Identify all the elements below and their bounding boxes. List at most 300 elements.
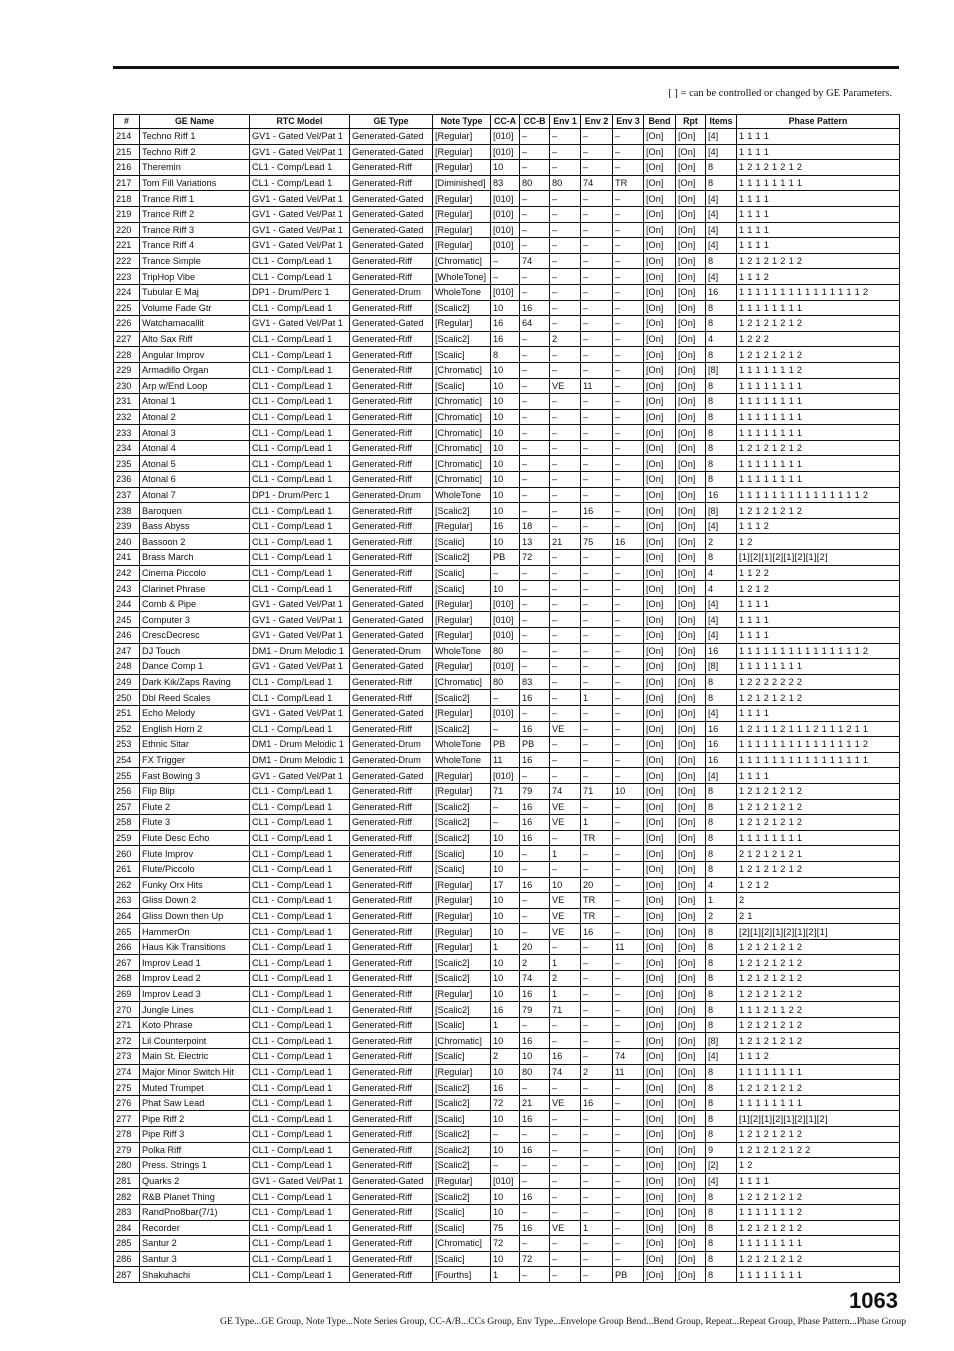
table-row	[114, 1064, 900, 1080]
cell-ge-name: Improv Lead 3	[140, 986, 250, 1002]
cell-note-type: [Scalic]	[433, 347, 491, 363]
cell-env3: –	[613, 721, 644, 737]
cell-cc-a: 10	[491, 425, 520, 441]
cell-phase-pattern: 1 1 1 1 1 1 1 1 1 1 1 1 1 1 1 2	[737, 284, 900, 300]
cell-env3: 11	[613, 1064, 644, 1080]
cell-env1: –	[550, 1111, 581, 1127]
cell-env1: –	[550, 612, 581, 628]
cell-env2: –	[581, 1173, 613, 1189]
cell-ge-name: TripHop Vibe	[140, 269, 250, 285]
cell-ge-name: Dance Comp 1	[140, 659, 250, 675]
cell-bend: [On]	[644, 830, 676, 846]
cell-rpt: [On]	[676, 1142, 706, 1158]
cell-env2: 75	[581, 534, 613, 550]
cell-cc-a: 10	[491, 487, 520, 503]
cell-rpt: [On]	[676, 815, 706, 831]
cell-cc-a: 10	[491, 378, 520, 394]
cell-env3: –	[613, 362, 644, 378]
table-row	[114, 1204, 900, 1220]
cell-note-type: [Scalic2]	[433, 550, 491, 566]
cell-env1: 1	[550, 955, 581, 971]
cell-cc-b: –	[520, 238, 550, 254]
cell-env3: –	[613, 674, 644, 690]
cell-ge-name: Recorder	[140, 1220, 250, 1236]
cell-rpt: [On]	[676, 1204, 706, 1220]
cell-rpt: [On]	[676, 1064, 706, 1080]
cell-rtc-model: CL1 - Comp/Lead 1	[250, 1033, 350, 1049]
cell-items: 8	[706, 674, 737, 690]
cell-env2: 1	[581, 690, 613, 706]
cell-env3: –	[613, 1127, 644, 1143]
cell-note-type: [Regular]	[433, 238, 491, 254]
column-header: Env 1	[550, 115, 581, 129]
cell-rtc-model: CL1 - Comp/Lead 1	[250, 378, 350, 394]
cell-ge-name: Flip Blip	[140, 783, 250, 799]
cell-rtc-model: CL1 - Comp/Lead 1	[250, 861, 350, 877]
cell-env2: –	[581, 1236, 613, 1252]
cell-env1: –	[550, 316, 581, 332]
cell-note-type: [Regular]	[433, 518, 491, 534]
cell-num: 262	[114, 877, 140, 893]
cell-num: 252	[114, 721, 140, 737]
cell-cc-b: –	[520, 269, 550, 285]
cell-bend: [On]	[644, 1189, 676, 1205]
cell-items: [8]	[706, 1033, 737, 1049]
cell-ge-name: Atonal 5	[140, 456, 250, 472]
column-header: GE Type	[350, 115, 433, 129]
cell-phase-pattern: 1 2 2 2 2 2 2 2	[737, 674, 900, 690]
cell-cc-a: –	[491, 269, 520, 285]
cell-phase-pattern: 2 1 2 1 2 1 2 1	[737, 846, 900, 862]
cell-rpt: [On]	[676, 1095, 706, 1111]
cell-num: 249	[114, 674, 140, 690]
cell-rpt: [On]	[676, 1049, 706, 1065]
cell-env1: 74	[550, 783, 581, 799]
cell-items: 8	[706, 472, 737, 488]
cell-rtc-model: CL1 - Comp/Lead 1	[250, 362, 350, 378]
cell-ge-name: Brass March	[140, 550, 250, 566]
cell-num: 226	[114, 316, 140, 332]
cell-items: 8	[706, 425, 737, 441]
cell-ge-type: Generated-Drum	[350, 487, 433, 503]
cell-rpt: [On]	[676, 1189, 706, 1205]
cell-cc-b: –	[520, 659, 550, 675]
cell-rpt: [On]	[676, 612, 706, 628]
table-row	[114, 1111, 900, 1127]
cell-note-type: [Scalic2]	[433, 815, 491, 831]
cell-ge-type: Generated-Gated	[350, 596, 433, 612]
cell-env1: –	[550, 191, 581, 207]
cell-bend: [On]	[644, 331, 676, 347]
cell-ge-type: Generated-Riff	[350, 799, 433, 815]
cell-cc-a: 83	[491, 175, 520, 191]
cell-cc-a: 71	[491, 783, 520, 799]
cell-note-type: [Regular]	[433, 191, 491, 207]
cell-rtc-model: CL1 - Comp/Lead 1	[250, 783, 350, 799]
cell-env1: 2	[550, 971, 581, 987]
cell-num: 243	[114, 581, 140, 597]
cell-ge-type: Generated-Gated	[350, 612, 433, 628]
cell-cc-b: –	[520, 893, 550, 909]
cell-rtc-model: GV1 - Gated Vel/Pat 1	[250, 659, 350, 675]
cell-bend: [On]	[644, 206, 676, 222]
cell-env3: –	[613, 986, 644, 1002]
cell-rtc-model: CL1 - Comp/Lead 1	[250, 1017, 350, 1033]
table-row	[114, 206, 900, 222]
cell-cc-a: –	[491, 253, 520, 269]
cell-env3: –	[613, 222, 644, 238]
cell-env1: –	[550, 1158, 581, 1174]
cell-env1: 2	[550, 331, 581, 347]
cell-rpt: [On]	[676, 705, 706, 721]
cell-bend: [On]	[644, 815, 676, 831]
cell-cc-b: 16	[520, 690, 550, 706]
cell-items: 8	[706, 1017, 737, 1033]
cell-items: 8	[706, 440, 737, 456]
cell-num: 263	[114, 893, 140, 909]
cell-ge-name: Polka Riff	[140, 1142, 250, 1158]
table-row	[114, 612, 900, 628]
cell-rtc-model: GV1 - Gated Vel/Pat 1	[250, 222, 350, 238]
cell-num: 264	[114, 908, 140, 924]
cell-num: 268	[114, 971, 140, 987]
cell-env2: 74	[581, 175, 613, 191]
table-row	[114, 939, 900, 955]
cell-ge-name: Computer 3	[140, 612, 250, 628]
cell-cc-a: 80	[491, 643, 520, 659]
cell-env1: –	[550, 238, 581, 254]
cell-note-type: [Chromatic]	[433, 440, 491, 456]
cell-rpt: [On]	[676, 378, 706, 394]
cell-ge-name: Pipe Riff 2	[140, 1111, 250, 1127]
cell-bend: [On]	[644, 394, 676, 410]
cell-env3: –	[613, 1002, 644, 1018]
cell-ge-type: Generated-Riff	[350, 924, 433, 940]
cell-env1: 71	[550, 1002, 581, 1018]
cell-phase-pattern: 1 1 1 1 1 1 1 1	[737, 830, 900, 846]
table-row	[114, 1002, 900, 1018]
cell-cc-a: [010]	[491, 705, 520, 721]
cell-items: 8	[706, 456, 737, 472]
cell-items: 8	[706, 1236, 737, 1252]
cell-ge-name: Pipe Riff 3	[140, 1127, 250, 1143]
cell-num: 284	[114, 1220, 140, 1236]
cell-note-type: [Scalic2]	[433, 1080, 491, 1096]
cell-rpt: [On]	[676, 191, 706, 207]
cell-rpt: [On]	[676, 1158, 706, 1174]
cell-env2: –	[581, 487, 613, 503]
cell-items: [4]	[706, 144, 737, 160]
table-body	[114, 129, 900, 1283]
cell-cc-b: –	[520, 1080, 550, 1096]
cell-num: 223	[114, 269, 140, 285]
cell-bend: [On]	[644, 222, 676, 238]
cell-note-type: [Diminished]	[433, 175, 491, 191]
cell-phase-pattern: 1 1 1 1 1 1 1 1	[737, 409, 900, 425]
cell-env3: –	[613, 643, 644, 659]
cell-phase-pattern: 1 1 1 1 1 1 1 1 1 1 1 1 1 1 1 2	[737, 737, 900, 753]
cell-rpt: [On]	[676, 1033, 706, 1049]
cell-rtc-model: GV1 - Gated Vel/Pat 1	[250, 316, 350, 332]
cell-num: 273	[114, 1049, 140, 1065]
cell-rtc-model: CL1 - Comp/Lead 1	[250, 1049, 350, 1065]
cell-note-type: [Scalic2]	[433, 1189, 491, 1205]
cell-note-type: [Regular]	[433, 659, 491, 675]
table-row	[114, 347, 900, 363]
cell-note-type: [Regular]	[433, 986, 491, 1002]
cell-cc-a: 10	[491, 846, 520, 862]
cell-env2: –	[581, 316, 613, 332]
cell-ge-type: Generated-Riff	[350, 846, 433, 862]
cell-phase-pattern: 1 2 1 2 1 2 1 2	[737, 1251, 900, 1267]
cell-bend: [On]	[644, 799, 676, 815]
cell-env1: –	[550, 674, 581, 690]
cell-ge-name: Armadillo Organ	[140, 362, 250, 378]
cell-cc-a: 10	[491, 908, 520, 924]
cell-phase-pattern: 1 2 1 2	[737, 877, 900, 893]
cell-num: 222	[114, 253, 140, 269]
cell-env1: –	[550, 830, 581, 846]
cell-ge-name: Ethnic Sitar	[140, 737, 250, 753]
cell-num: 275	[114, 1080, 140, 1096]
cell-env2: –	[581, 1002, 613, 1018]
cell-note-type: [Chromatic]	[433, 425, 491, 441]
cell-num: 282	[114, 1189, 140, 1205]
table-row	[114, 908, 900, 924]
cell-rpt: [On]	[676, 893, 706, 909]
cell-ge-type: Generated-Riff	[350, 1267, 433, 1283]
table-row	[114, 1142, 900, 1158]
cell-cc-b: 72	[520, 1251, 550, 1267]
cell-cc-b: 79	[520, 1002, 550, 1018]
cell-cc-a: 72	[491, 1095, 520, 1111]
cell-ge-type: Generated-Riff	[350, 893, 433, 909]
cell-rpt: [On]	[676, 924, 706, 940]
cell-ge-type: Generated-Riff	[350, 861, 433, 877]
column-header: CC-A	[491, 115, 520, 129]
cell-rtc-model: GV1 - Gated Vel/Pat 1	[250, 612, 350, 628]
cell-cc-a: 10	[491, 394, 520, 410]
cell-env3: –	[613, 861, 644, 877]
cell-phase-pattern: 1 1 1 1 1 1 1 1	[737, 1267, 900, 1283]
cell-num: 276	[114, 1095, 140, 1111]
cell-env3: –	[613, 877, 644, 893]
ge-table	[113, 114, 900, 1283]
cell-note-type: [Regular]	[433, 939, 491, 955]
cell-ge-type: Generated-Gated	[350, 659, 433, 675]
cell-bend: [On]	[644, 238, 676, 254]
cell-cc-a: [010]	[491, 768, 520, 784]
cell-cc-a: 10	[491, 456, 520, 472]
cell-items: [8]	[706, 503, 737, 519]
cell-ge-name: FX Trigger	[140, 752, 250, 768]
cell-note-type: [Scalic2]	[433, 955, 491, 971]
cell-phase-pattern: 2 1	[737, 908, 900, 924]
cell-bend: [On]	[644, 846, 676, 862]
cell-rtc-model: CL1 - Comp/Lead 1	[250, 1267, 350, 1283]
cell-env3: –	[613, 440, 644, 456]
cell-env1: VE	[550, 815, 581, 831]
cell-ge-name: Gliss Down then Up	[140, 908, 250, 924]
cell-env1: 10	[550, 877, 581, 893]
cell-phase-pattern: 1 2 1 2 1 2 1 2	[737, 253, 900, 269]
cell-rtc-model: CL1 - Comp/Lead 1	[250, 253, 350, 269]
table-row	[114, 316, 900, 332]
cell-env2: –	[581, 1267, 613, 1283]
cell-ge-type: Generated-Drum	[350, 737, 433, 753]
cell-note-type: [Regular]	[433, 908, 491, 924]
cell-num: 240	[114, 534, 140, 550]
cell-items: 8	[706, 971, 737, 987]
cell-phase-pattern: 1 1 1 2	[737, 518, 900, 534]
table-row	[114, 752, 900, 768]
cell-phase-pattern: 1 1 2 2	[737, 565, 900, 581]
table-row	[114, 971, 900, 987]
cell-items: 8	[706, 690, 737, 706]
cell-num: 259	[114, 830, 140, 846]
cell-rtc-model: CL1 - Comp/Lead 1	[250, 503, 350, 519]
cell-cc-a: 10	[491, 1064, 520, 1080]
cell-bend: [On]	[644, 612, 676, 628]
cell-num: 232	[114, 409, 140, 425]
cell-bend: [On]	[644, 1127, 676, 1143]
cell-phase-pattern: 1 1 1 1 1 1 1 2	[737, 1204, 900, 1220]
cell-bend: [On]	[644, 1017, 676, 1033]
cell-ge-type: Generated-Riff	[350, 1220, 433, 1236]
cell-num: 237	[114, 487, 140, 503]
table-row	[114, 628, 900, 644]
cell-env2: –	[581, 659, 613, 675]
cell-rpt: [On]	[676, 565, 706, 581]
cell-ge-type: Generated-Riff	[350, 394, 433, 410]
cell-ge-name: Flute/Piccolo	[140, 861, 250, 877]
cell-env3: –	[613, 1158, 644, 1174]
cell-num: 245	[114, 612, 140, 628]
cell-ge-name: Angular Improv	[140, 347, 250, 363]
cell-cc-a: 10	[491, 1033, 520, 1049]
table-row	[114, 830, 900, 846]
cell-env1: –	[550, 487, 581, 503]
cell-rpt: [On]	[676, 986, 706, 1002]
cell-note-type: [Regular]	[433, 783, 491, 799]
cell-cc-a: 11	[491, 752, 520, 768]
cell-cc-b: 16	[520, 830, 550, 846]
cell-env1: –	[550, 1204, 581, 1220]
cell-env3: –	[613, 191, 644, 207]
cell-env2: –	[581, 955, 613, 971]
cell-phase-pattern: 1 1 1 1 1 1 1 1	[737, 472, 900, 488]
cell-items: 8	[706, 160, 737, 176]
cell-bend: [On]	[644, 378, 676, 394]
cell-env2: 20	[581, 877, 613, 893]
cell-rpt: [On]	[676, 144, 706, 160]
cell-note-type: WholeTone	[433, 487, 491, 503]
cell-phase-pattern: 1 1 1 1 1 1 1 1	[737, 456, 900, 472]
cell-ge-name: Major Minor Switch Hit	[140, 1064, 250, 1080]
cell-note-type: [Scalic]	[433, 1251, 491, 1267]
cell-ge-name: Dark Kik/Zaps Raving	[140, 674, 250, 690]
cell-ge-name: CrescDecresc	[140, 628, 250, 644]
table-row	[114, 1127, 900, 1143]
cell-rpt: [On]	[676, 1080, 706, 1096]
cell-items: 16	[706, 752, 737, 768]
cell-note-type: [Regular]	[433, 877, 491, 893]
cell-num: 256	[114, 783, 140, 799]
cell-num: 277	[114, 1111, 140, 1127]
cell-cc-a: [010]	[491, 612, 520, 628]
cell-cc-b: 16	[520, 1220, 550, 1236]
cell-cc-a: 10	[491, 1204, 520, 1220]
cell-rtc-model: CL1 - Comp/Lead 1	[250, 939, 350, 955]
cell-items: [4]	[706, 269, 737, 285]
cell-cc-a: [010]	[491, 191, 520, 207]
cell-phase-pattern: 1 1 1 1	[737, 768, 900, 784]
cell-ge-name: Phat Saw Lead	[140, 1095, 250, 1111]
cell-env1: 1	[550, 986, 581, 1002]
cell-env3: 10	[613, 783, 644, 799]
cell-rpt: [On]	[676, 1111, 706, 1127]
table-row	[114, 222, 900, 238]
cell-bend: [On]	[644, 1142, 676, 1158]
table-row	[114, 861, 900, 877]
cell-rtc-model: CL1 - Comp/Lead 1	[250, 955, 350, 971]
cell-cc-b: –	[520, 1236, 550, 1252]
cell-phase-pattern: 1 1 1 1	[737, 1173, 900, 1189]
cell-rtc-model: CL1 - Comp/Lead 1	[250, 1064, 350, 1080]
cell-rpt: [On]	[676, 440, 706, 456]
cell-cc-a: 10	[491, 861, 520, 877]
cell-env3: 11	[613, 939, 644, 955]
table-row	[114, 986, 900, 1002]
cell-ge-name: Jungle Lines	[140, 1002, 250, 1018]
cell-num: 266	[114, 939, 140, 955]
cell-bend: [On]	[644, 659, 676, 675]
cell-ge-type: Generated-Riff	[350, 1142, 433, 1158]
cell-env1: VE	[550, 378, 581, 394]
cell-items: 2	[706, 534, 737, 550]
cell-env2: –	[581, 799, 613, 815]
cell-env1: –	[550, 269, 581, 285]
cell-note-type: [Scalic]	[433, 565, 491, 581]
cell-rtc-model: CL1 - Comp/Lead 1	[250, 893, 350, 909]
cell-env3: –	[613, 893, 644, 909]
cell-cc-a: 10	[491, 986, 520, 1002]
cell-env3: –	[613, 129, 644, 145]
cell-env2: –	[581, 472, 613, 488]
cell-ge-name: Flute Improv	[140, 846, 250, 862]
cell-items: 8	[706, 1111, 737, 1127]
cell-bend: [On]	[644, 861, 676, 877]
cell-env2: –	[581, 440, 613, 456]
cell-phase-pattern: 1 2 1 2 1 2 1 2	[737, 1189, 900, 1205]
table-row	[114, 1236, 900, 1252]
table-row	[114, 783, 900, 799]
cell-num: 257	[114, 799, 140, 815]
cell-ge-type: Generated-Riff	[350, 721, 433, 737]
cell-bend: [On]	[644, 160, 676, 176]
cell-env3: –	[613, 628, 644, 644]
cell-ge-name: Haus Kik Transitions	[140, 939, 250, 955]
cell-items: 8	[706, 175, 737, 191]
cell-env1: –	[550, 222, 581, 238]
cell-env1: –	[550, 1251, 581, 1267]
cell-cc-b: 80	[520, 1064, 550, 1080]
cell-env3: –	[613, 596, 644, 612]
cell-cc-b: PB	[520, 737, 550, 753]
cell-env2: –	[581, 362, 613, 378]
table-row	[114, 799, 900, 815]
table-row	[114, 472, 900, 488]
